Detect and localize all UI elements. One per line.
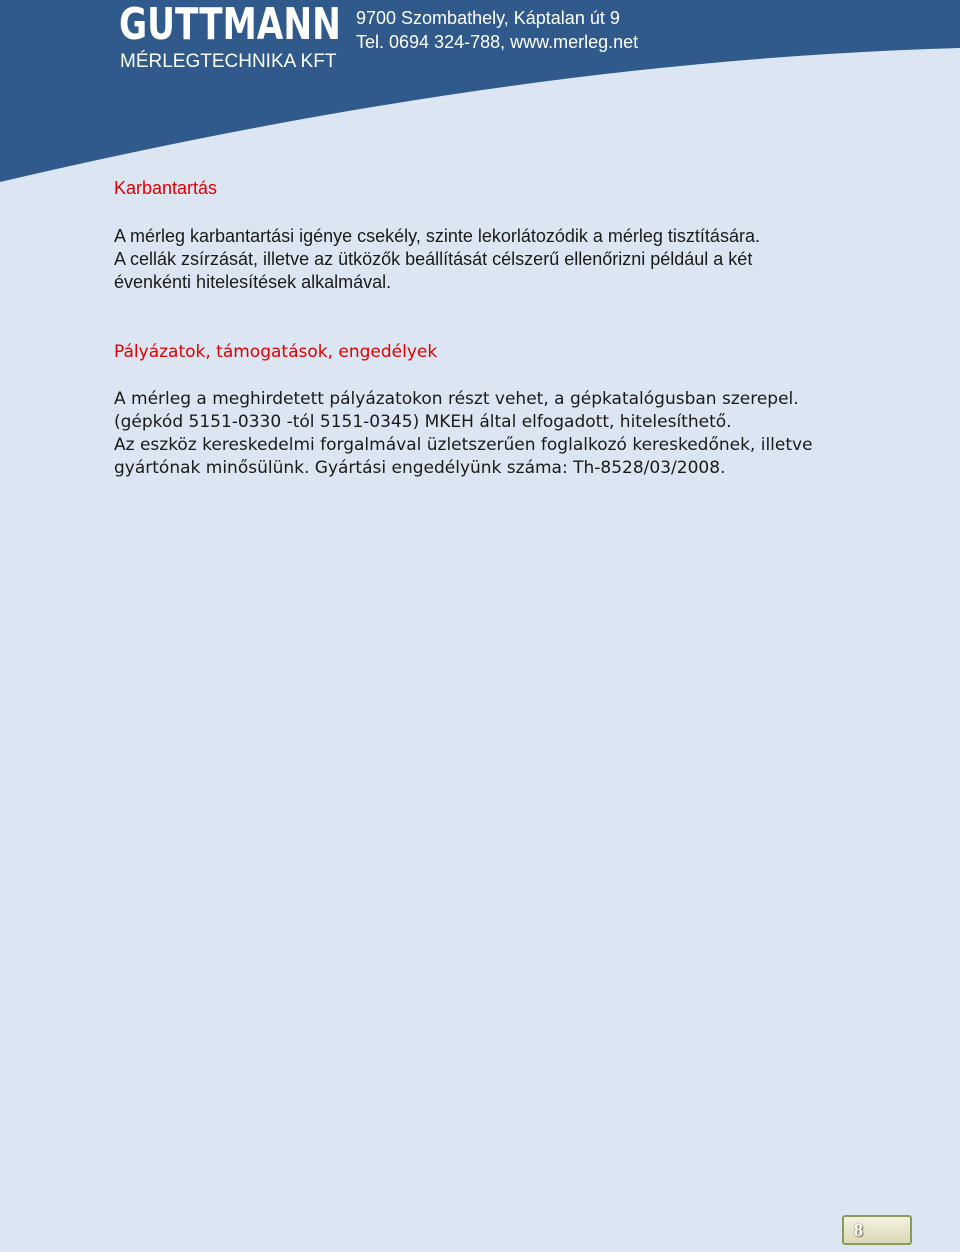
page-number-badge xyxy=(842,1215,912,1245)
paragraph-line: A mérleg a meghirdetett pályázatokon részt vehet, a gépkatalógusban szerepel. xyxy=(114,389,799,409)
paragraph-line: évenkénti hitelesítések alkalmával. xyxy=(114,272,392,292)
section-paragraph-maintenance xyxy=(114,225,760,294)
section-paragraph-grants xyxy=(114,388,813,480)
paragraph-line: gyártónak minősülünk. Gyártási engedélyünk száma: Th-8528/03/2008. xyxy=(114,458,726,478)
contact-info xyxy=(356,6,638,54)
phone-web-line: Tel. 0694 324-788, www.merleg.net xyxy=(356,32,639,52)
section-heading-maintenance: Karbantartás xyxy=(114,178,218,198)
paragraph-line: Az eszköz kereskedelmi forgalmával üzletszerűen foglalkozó kereskedőnek, illetve xyxy=(114,435,813,455)
paragraph-line: (gépkód 5151-0330 -tól 5151-0345) MKEH által elfogadott, hitelesíthető. xyxy=(114,412,732,432)
page-number: 8 xyxy=(854,1220,863,1240)
company-logo-name: GUTTMANN xyxy=(119,0,341,50)
paragraph-line: A cellák zsírzását, illetve az ütközők beállítását célszerű ellenőrizni például a két xyxy=(114,249,753,269)
section-heading-grants: Pályázatok, támogatások, engedélyek xyxy=(114,342,438,362)
address-line: 9700 Szombathely, Káptalan út 9 xyxy=(356,8,620,28)
paragraph-line: A mérleg karbantartási igénye csekély, szinte lekorlátozódik a mérleg tisztítására. xyxy=(114,226,760,246)
company-logo-subtitle: MÉRLEGTECHNIKA KFT xyxy=(120,51,337,72)
